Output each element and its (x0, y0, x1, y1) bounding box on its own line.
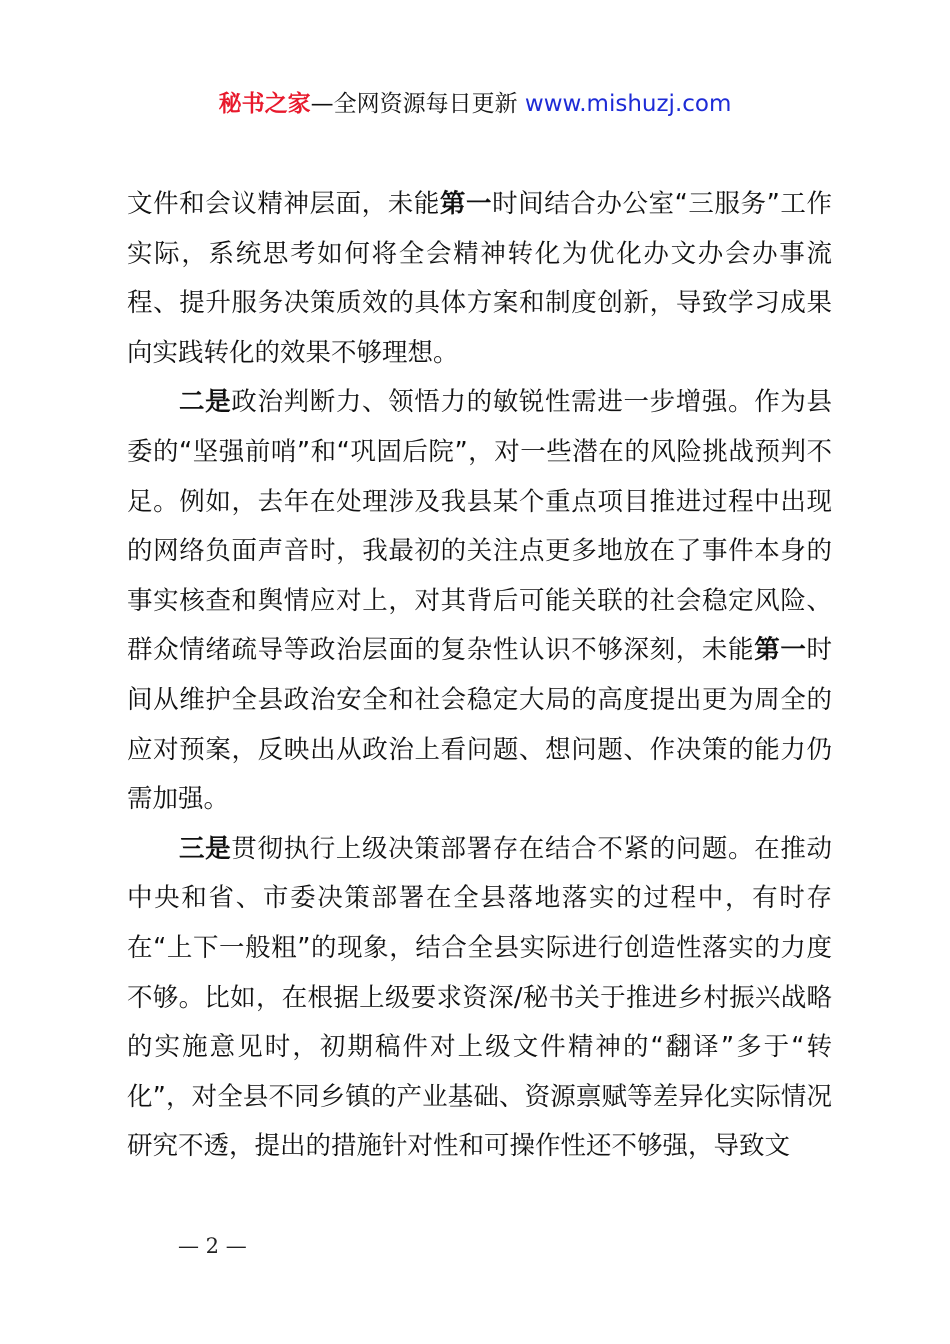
text-run: 贯彻执行上级决策部署存在结合不紧的问题。在推动中央和省、市委决策部署在全县落地落实的过程中，有时存在“上下一般粗”的现象，结合全县实际进行创造性落实的力度不够。比如，在根据上级要求资深/秘书关于推进乡村振兴战略的实施意见时，初期稿件对上级文件精神的“翻译”多于“转化”，对全县不同乡镇的产业基础、资源禀赋等差异化实际情况研究不透，提出的措施针对性和可操作性还不够强，导致文 (127, 833, 832, 1162)
text-run: 政治判断力、领悟力的敏锐性需进一步增强。作为县委的“坚强前哨”和“巩固后院”，对一些潜在的风险挑战预判不足。例如，去年在处理涉及我县某个重点项目推进过程中出现的网络负面声音时，我最初的关注点更多地放在了事件本身的事实核查和舆情应对上，对其背后可能关联的社会稳定风险、群众情绪疏导等政治层面的复杂性认识不够深刻，未能 (127, 387, 832, 666)
bold-text-run: 三是 (179, 833, 232, 864)
header-tagline: —全网资源每日更新 (310, 91, 525, 117)
paragraph-1 (127, 180, 832, 378)
paragraph-3 (127, 825, 832, 1172)
header-url: www.mishuzj.com (524, 91, 732, 117)
page-header (0, 86, 950, 122)
text-run: 时间结合办公室“三服务”工作实际，系统思考如何将全会精神转化为优化办文办会办事流程、提升服务决策质效的具体方案和制度创新，导致学习成果向实践转化的效果不够理想。 (127, 189, 832, 368)
paragraph-2 (127, 378, 832, 824)
bold-text-run: 第一 (754, 635, 807, 666)
bold-text-run: 二是 (179, 387, 232, 418)
header-brand: 秘书之家 (218, 91, 311, 117)
text-run: 时间从维护全县政治安全和社会稳定大局的高度提出更为周全的应对预案，反映出从政治上看问题、想问题、作决策的能力仍需加强。 (127, 635, 832, 815)
document-body (127, 180, 832, 1172)
page-number: — 2 — (178, 1234, 247, 1258)
bold-text-run: 第一 (439, 189, 493, 219)
text-run: 文件和会议精神层面，未能 (127, 189, 440, 219)
